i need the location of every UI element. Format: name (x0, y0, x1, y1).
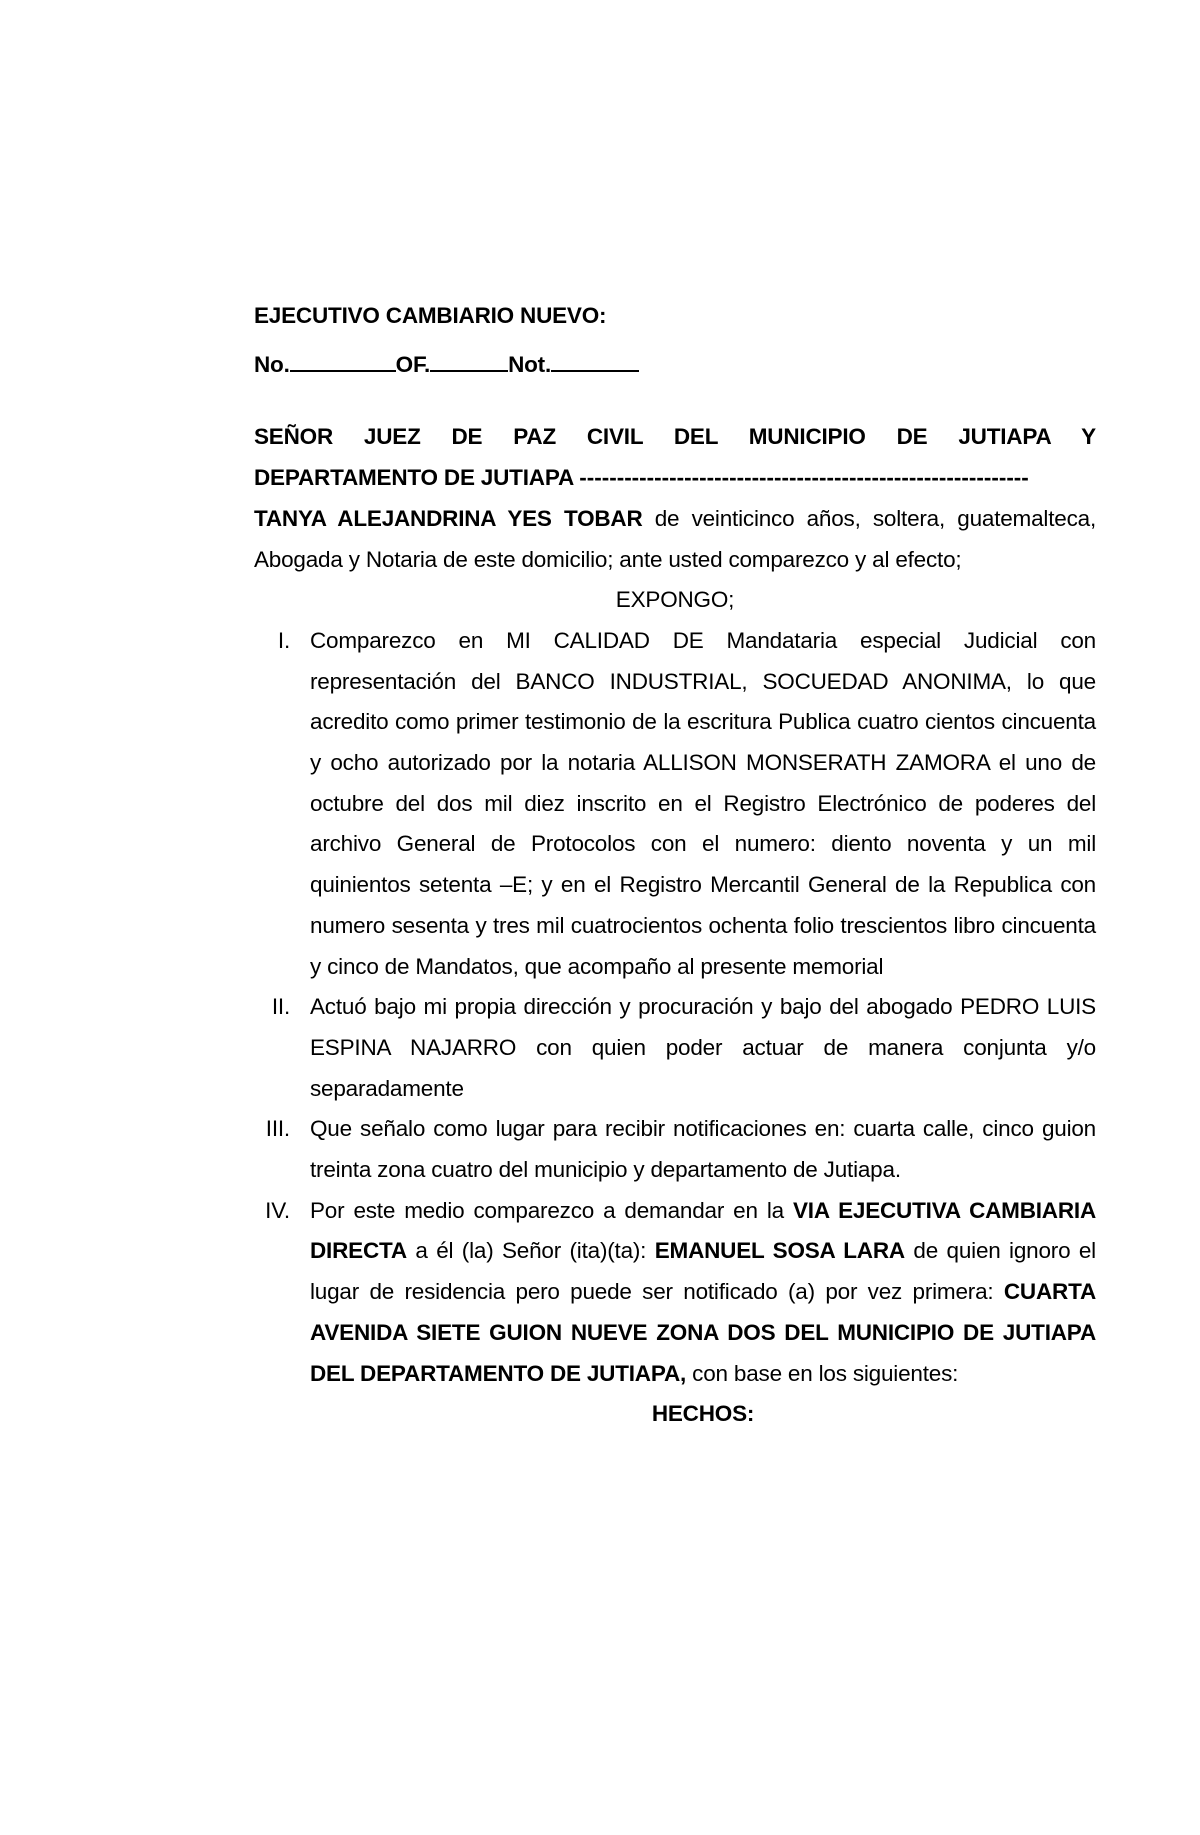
list-item (254, 621, 1096, 987)
addressee-line-2 (254, 458, 1096, 499)
not-label: Not. (508, 351, 551, 377)
appearing-party-name: TANYA ALEJANDRINA YES TOBAR (254, 505, 643, 531)
item-number: I. (277, 627, 290, 653)
item-text: a él (la) Señor (ita)(ta): (406, 1238, 655, 1264)
item-text: con base en los siguientes: (686, 1360, 959, 1386)
addressee-line-1: SEÑOR JUEZ DE PAZ CIVIL DEL MUNICIPIO DE JUTIAPA Y (254, 424, 1096, 450)
list-item (254, 987, 1096, 1109)
list-item (254, 1109, 1096, 1190)
item-text: de quien ignoro el lugar de residencia pero puede ser notificado (a) por vez primera: (310, 1238, 1096, 1305)
no-blank (290, 352, 396, 372)
item-text: Por este medio comparezco a demandar en la (310, 1197, 793, 1223)
addressee-dashes: ------------------------------------------------------------ (579, 465, 1029, 491)
item-text: Comparezco en MI CALIDAD DE Mandataria especial Judicial con representación del BANCO INDUSTRIAL, SOCUEDAD ANONIMA, lo que acredito como primer testimonio de la escritura Publica cuatro cientos cincuenta y ocho autorizado por la notaria ALLISON MONSERATH ZAMORA el uno de octubre del dos mil diez inscrito en el Registro Electrónico de poderes del archivo General de Protocolos con el numero: diento noventa y un mil quinientos setenta –E; y en el Registro Mercantil General de la Republica con numero sesenta y tres mil cuatrocientos ochenta folio trescientos libro cincuenta y cinco de Mandatos, que acompaño al presente memorial (310, 627, 1096, 979)
defendant-name: EMANUEL SOSA LARA (654, 1238, 905, 1264)
of-label: OF. (395, 351, 431, 377)
item-number: IV. (265, 1197, 290, 1223)
intro-text: de veinticinco años, soltera, guatemalteca, Abogada y Notaria de este domicilio; ante usted comparezco y al efecto; (254, 505, 1096, 572)
list-item (254, 1191, 1096, 1395)
document-title: EJECUTIVO CAMBIARIO NUEVO: (254, 303, 607, 328)
of-blank (430, 352, 508, 372)
intro-paragraph (254, 499, 1096, 580)
item-text: Que señalo como lugar para recibir notificaciones en: cuarta calle, cinco guion treinta zona cuatro del municipio y departamento de Jutiapa. (310, 1116, 1096, 1183)
document-body (254, 296, 1096, 1435)
hechos-heading: HECHOS: (651, 1401, 755, 1427)
no-label: No. (254, 351, 290, 377)
addressee-department: DEPARTAMENTO DE JUTIAPA (254, 465, 574, 491)
not-blank (551, 352, 639, 372)
defendant-address: CUARTA AVENIDA SIETE GUION NUEVE ZONA DOS DEL MUNICIPIO DE JUTIAPA DEL DEPARTAMENTO DE JUTIAPA, (310, 1279, 1096, 1386)
item-number: III. (265, 1116, 290, 1142)
item-text: Actuó bajo mi propia dirección y procuración y bajo del abogado PEDRO LUIS ESPINA NAJARRO con quien poder actuar de manera conjunta y/o separadamente (310, 994, 1096, 1101)
claim-type: VIA EJECUTIVA CAMBIARIA DIRECTA (310, 1197, 1097, 1264)
item-number: II. (271, 994, 290, 1020)
expongo-heading: EXPONGO; (615, 587, 735, 613)
reference-line (254, 345, 1096, 386)
